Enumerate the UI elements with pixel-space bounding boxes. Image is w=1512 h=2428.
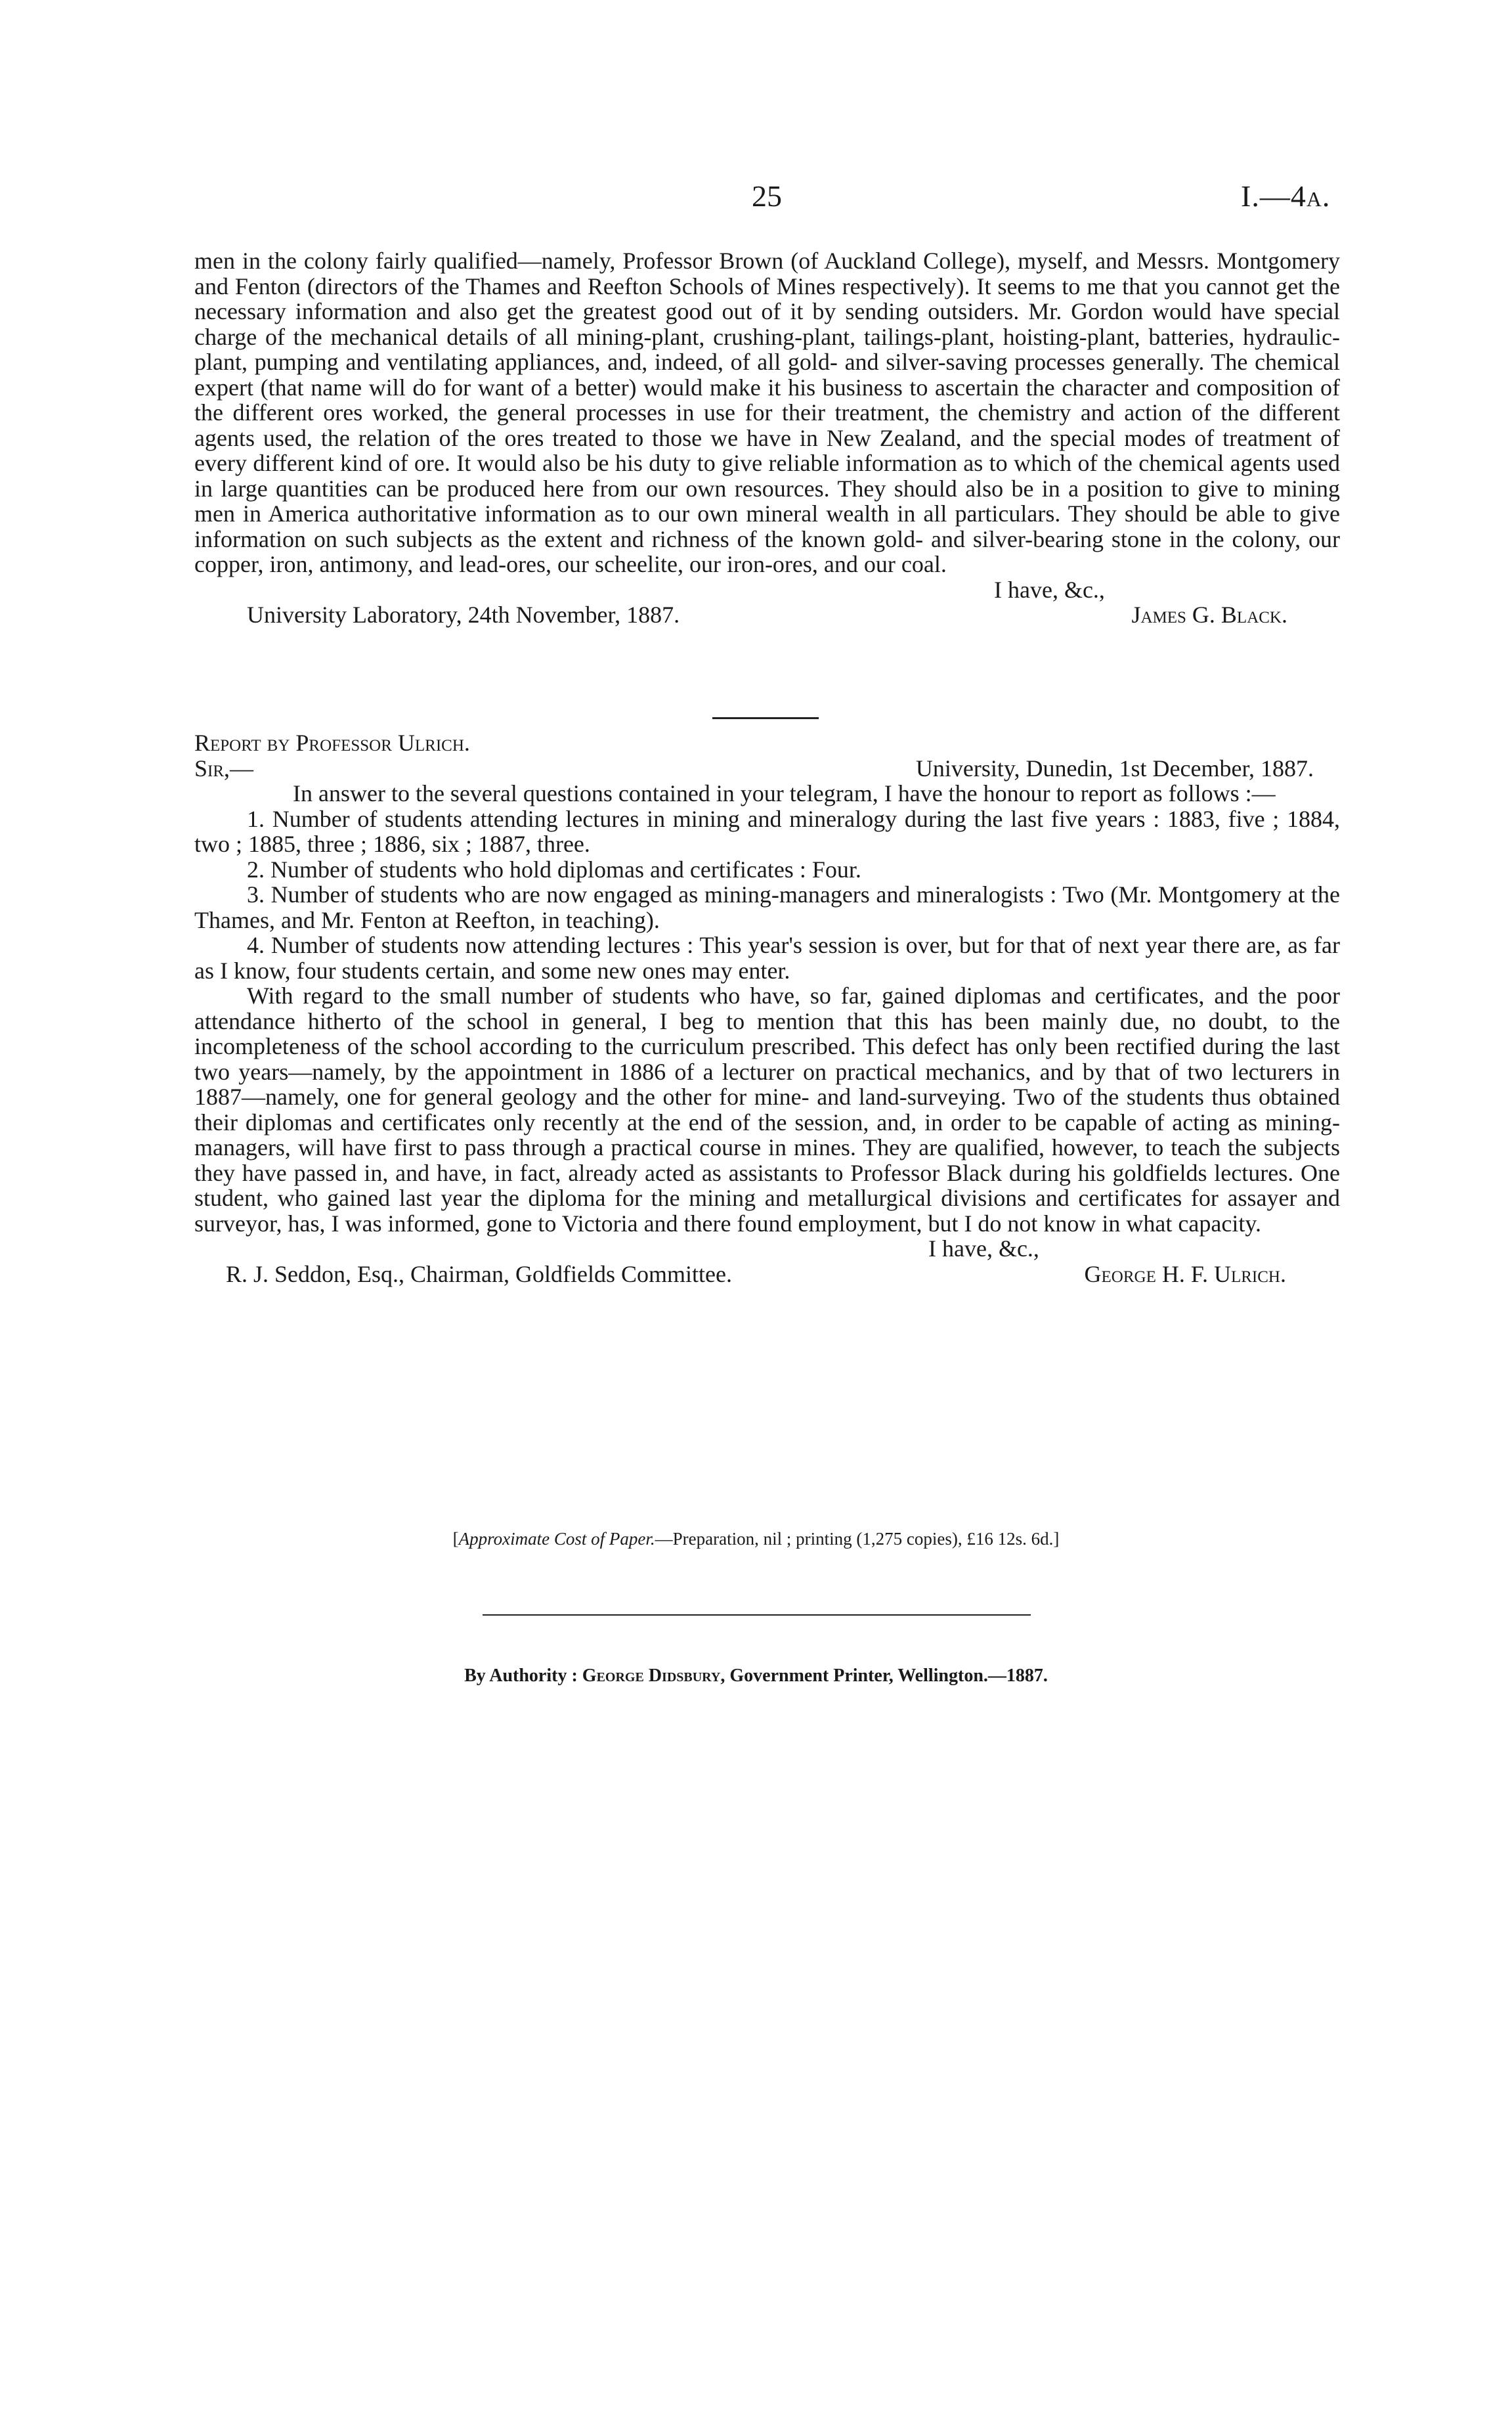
ulrich-salutation: Sir,—	[194, 755, 254, 782]
ulrich-addressee: R. J. Seddon, Esq., Chairman, Goldfields Committee.	[226, 1260, 732, 1287]
ulrich-closing: I have, &c.,	[928, 1235, 1039, 1262]
printer-rest: , Government Printer, Wellington.—1887.	[720, 1666, 1048, 1686]
ulrich-item-3: 3. Number of students who are now engaged as mining-managers and mineralogists : Two (Mr. Montgomery at the Thames, and Mr. Fenton at Reefton, in teaching).	[194, 881, 1340, 933]
page-number: 25	[752, 179, 782, 213]
printer-authority	[0, 1666, 1512, 1687]
printer-name: George Didsbury	[582, 1666, 721, 1686]
ulrich-intro: In answer to the several questions contained in your telegram, I have the honour to report as follows :—	[293, 780, 1276, 806]
black-report-closing: I have, &c.,	[994, 576, 1105, 603]
ulrich-item-2: 2. Number of students who hold diplomas and certificates : Four.	[247, 856, 861, 883]
black-report-paragraph: men in the colony fairly qualified—namely, Professor Brown (of Auckland College), myself, and Messrs. Montgomery and Fenton (directors of the Thames and Reefton Schools of Mines respectively). It seems to me that you cannot get the necessary information and also get the greatest good out of it by sending outsiders. Mr. Gordon would have special charge of the mechanical details of all mining-plant, crushing-plant, tailings-plant, hoisting-plant, batteries, hydraulic-plant, pumping and ventilating appliances, and, indeed, of all gold- and silver-saving processes generally. The chemical expert (that name will do for want of a better) would make it his business to ascertain the character and composition of the different ores worked, the general processes in use for their treatment, the chemistry and action of the different agents used, the relation of the ores treated to those we have in New Zealand, and the special modes of treatment of every different kind of ore. It would also be his duty to give reliable information as to which of the chemical agents used in large quantities can be produced here from our own resources. They should also be in a position to give to mining men in America authoritative information as to our own mineral wealth in all particulars. They should be able to give information on such subjects as the extent and richness of the known gold- and silver-bearing stone in the colony, our copper, iron, antimony, and lead-ores, our scheelite, our iron-ores, and our coal.	[194, 248, 1340, 577]
footer-divider	[483, 1614, 1031, 1616]
ulrich-report-section	[194, 730, 1340, 1287]
approximate-cost-note: [Approximate Cost of Paper.—Preparation, nil ; printing (1,275 copies), £16 12s. 6d.]	[452, 1529, 1060, 1549]
ulrich-report-heading: Report by Professor Ulrich.	[194, 730, 470, 756]
black-report-place-date: University Laboratory, 24th November, 1887.	[247, 602, 680, 628]
ulrich-item-4: 4. Number of students now attending lectures : This year's session is over, but for that of next year there are, as far as I know, four students certain, and some new ones may enter.	[194, 932, 1340, 984]
section-divider	[712, 717, 819, 719]
ulrich-item-1: 1. Number of students attending lectures in mining and mineralogy during the last five years : 1883, five ; 1884, two ; 1885, three ; 1886, six ; 1887, three.	[194, 805, 1340, 857]
ulrich-signature: George H. F. Ulrich.	[1084, 1260, 1286, 1287]
ulrich-address: University, Dunedin, 1st December, 1887.	[915, 755, 1314, 782]
cost-detail: —Preparation, nil ; printing (1,275 copies), £16 12s. 6d.]	[655, 1529, 1060, 1549]
ulrich-paragraph: With regard to the small number of students who have, so far, gained diplomas and certificates, and the poor attendance hitherto of the school in general, I beg to mention that this has been mainly due, no doubt, to the incompleteness of the school according to the curriculum prescribed. This defect has only been rectified during the last two years—namely, by the appointment in 1886 of a lecturer on practical mechanics, and by that of two lecturers in 1887—namely, one for general geology and the other for mine- and land-surveying. Two of the students thus obtained their diplomas and certificates only recently at the end of the session, and, in order to be capable of acting as mining-managers, will have first to pass through a practical course in mines. They are qualified, however, to teach the subjects they have passed in, and have, in fact, already acted as assistants to Professor Black during his goldfields lectures. One student, who gained last year the diploma for the mining and metallurgical divisions and certificates for assayer and surveyor, has, I was informed, gone to Victoria and there found employment, but I do not know in what capacity.	[194, 982, 1340, 1237]
cost-label: Approximate Cost of Paper.	[458, 1529, 655, 1549]
authority-label: By Authority :	[464, 1666, 578, 1686]
black-report-section	[194, 248, 1340, 628]
black-report-signature: James G. Black.	[1131, 602, 1287, 628]
document-code: I.—4a.	[1241, 179, 1331, 213]
